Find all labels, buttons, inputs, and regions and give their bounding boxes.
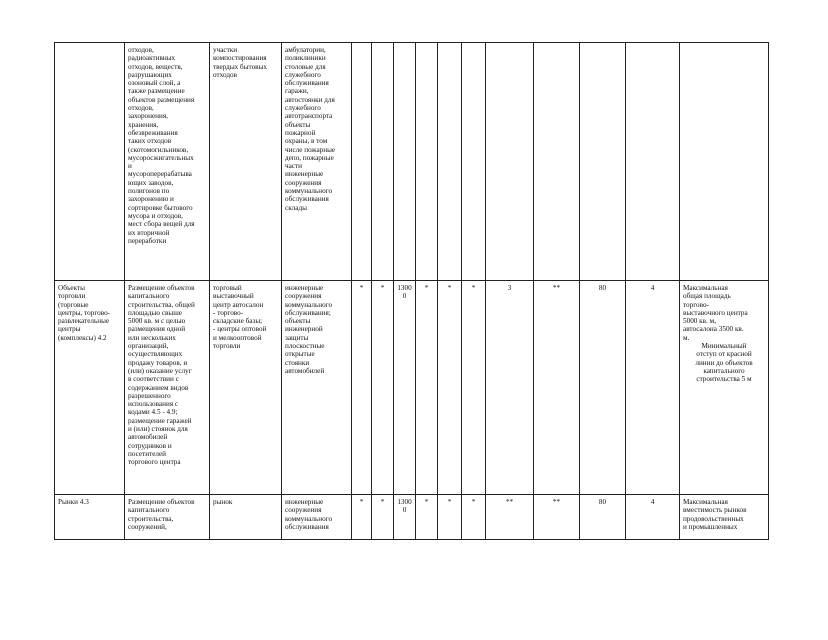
use-description-cell: отходов, радиоактивных отходов, веществ, разрушающих озоновый слой, а также размещение объектов размещения отходов, захоронения, хранения, обезвреживания таких отходов (скотомогильников, мусоросжигательных и мусороперерабатыва ющих заводов, полигонов по захоронению и сортировке бытового мусора и отходов, мест сбора вещей для их вторичной переработки [125,43,210,281]
use-description-cell: Размещение объектов капитального строительства, сооружений, [125,495,210,540]
param-cell: 1300 0 [394,281,416,495]
param-cell: * [372,495,394,540]
main-use-cell: рынок [210,495,282,540]
param-cell: 4 [626,495,680,540]
main-use-cell: участки компостирования твердых бытовых отходов [210,43,282,281]
param-cell [394,43,416,281]
param-cell: * [416,281,438,495]
main-use-cell: торговый выставочный центр автосалон - торгово- складские базы; - центры оптовой и мелкооптовой торговли [210,281,282,495]
param-cell: * [352,495,372,540]
notes-cell: Максимальная вместимость рынков продовольственных и промышленных [680,495,769,540]
param-cell: * [438,495,462,540]
param-cell [352,43,372,281]
land-use-regulations-table [54,42,769,540]
param-cell [486,43,534,281]
auxiliary-use-cell: амбулатории, поликлиники столовые для служебного обслуживания гаражи, автостоянки для служебного автотранспорта объекты пожарной охраны, в том числе пожарные депо, пожарные части инженерные сооружения коммунального обслуживания склады [282,43,352,281]
param-cell: 3 [486,281,534,495]
use-name-cell: Рынки 4.3 [55,495,125,540]
table-row [55,495,769,540]
param-cell [438,43,462,281]
param-cell: ** [534,281,580,495]
param-cell: * [462,281,486,495]
use-description-cell: Размещение объектов капитального строительства, общей площадью свыше 5000 кв. м с целью размещения одной или нескольких организаций, осуществляющих продажу товаров, и (или) оказание услуг в соответствии с содержанием видов разрешенного использования с кодами 4.5 - 4.9; размещение гаражей и (или) стоянок для автомобилей сотрудников и посетителей торгового центра [125,281,210,495]
use-name-cell [55,43,125,281]
param-cell [372,43,394,281]
param-cell: ** [486,495,534,540]
param-cell [580,43,626,281]
param-cell [462,43,486,281]
table-row [55,281,769,495]
param-cell: * [352,281,372,495]
use-name-cell: Объекты торговли (торговые центры, торгово- развлекательные центры (комплексы) 4.2 [55,281,125,495]
auxiliary-use-cell: инженерные сооружения коммунального обслуживания [282,495,352,540]
auxiliary-use-cell: инженерные сооружения коммунального обслуживания; объекты инженерной защиты плоскостные открытые стоянки автомобилей [282,281,352,495]
param-cell: * [438,281,462,495]
param-cell: 4 [626,281,680,495]
notes-cell: Максимальная общая площадь торгово- выставочного центра 5000 кв. м, автосалона 3500 кв. м. Минимальный отступ от красной линии до объектов капитального строительства 5 м [680,281,769,495]
notes-cell [680,43,769,281]
param-cell: 80 [580,281,626,495]
param-cell: ** [534,495,580,540]
param-cell [416,43,438,281]
param-cell: * [462,495,486,540]
param-cell [534,43,580,281]
param-cell [626,43,680,281]
table-row [55,43,769,281]
param-cell: * [416,495,438,540]
param-cell: * [372,281,394,495]
param-cell: 1300 0 [394,495,416,540]
param-cell: 80 [580,495,626,540]
